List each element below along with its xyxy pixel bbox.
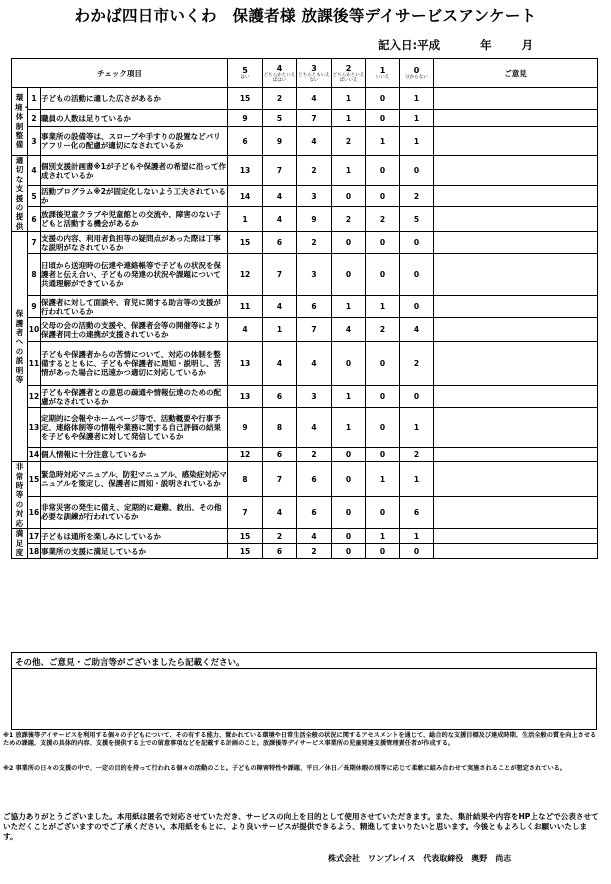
response-count: 4 xyxy=(297,342,332,386)
response-count: 7 xyxy=(297,110,332,127)
response-count: 4 xyxy=(400,318,434,342)
check-item-text: 支援の内容、利用者負担等の疑問点があった際は丁寧な説明がなされているか xyxy=(41,232,228,254)
response-count: 7 xyxy=(263,254,297,296)
response-count: 9 xyxy=(228,408,263,448)
response-count: 0 xyxy=(332,544,366,559)
response-count: 6 xyxy=(263,386,297,408)
footnote-2: ※2 事業所の日々の支援の中で、一定の目的を持って行われる個々の活動のこと。子どもの障害特性や課題、平日／休日／長期休暇の別等に応じて柔軟に組み合わせて実施されることが想定されている。 xyxy=(3,765,567,772)
response-count: 0 xyxy=(366,544,400,559)
table-row xyxy=(12,186,598,207)
response-count: 7 xyxy=(297,318,332,342)
entry-date-month: 月 xyxy=(521,38,534,52)
table-row xyxy=(12,544,598,559)
response-count: 2 xyxy=(332,127,366,156)
table-row xyxy=(12,110,598,127)
table-row xyxy=(12,462,598,497)
comment-cell[interactable] xyxy=(434,88,598,110)
response-count: 0 xyxy=(332,342,366,386)
response-count: 13 xyxy=(228,386,263,408)
response-count: 3 xyxy=(297,186,332,207)
category-label: 環境・体制整備 xyxy=(12,88,28,156)
comment-cell[interactable] xyxy=(434,156,598,186)
item-number: 12 xyxy=(28,386,41,408)
table-row xyxy=(12,127,598,156)
comments-box[interactable] xyxy=(11,652,597,730)
response-count: 1 xyxy=(228,207,263,232)
response-count: 0 xyxy=(366,186,400,207)
response-count: 6 xyxy=(228,127,263,156)
check-item-text: 子どもや保護者からの苦情について、対応の体制を整備するとともに、子どもや保護者に周知・説明し、苦情があった場合に迅速かつ適切に対応しているか xyxy=(41,342,228,386)
response-count: 0 xyxy=(332,529,366,544)
response-count: 4 xyxy=(297,88,332,110)
scale-header-2: 2 どちらかといえばいいえ xyxy=(332,59,366,88)
item-number: 18 xyxy=(28,544,41,559)
comment-cell[interactable] xyxy=(434,496,598,528)
response-count: 0 xyxy=(366,448,400,462)
comment-cell[interactable] xyxy=(434,386,598,408)
scale-header-1: 1 いいえ xyxy=(366,59,400,88)
response-count: 8 xyxy=(263,408,297,448)
footnote-1: ※1 放課後等デイサービスを利用する個々の子どもについて、その有する能力、置かれている環境や日常生活全般の状況に関するアセスメントを通じて、総合的な支援目標及び達成時期、生活全般の質を向上させるための課題、支援の具体的内容、支援を提供する上での留意事項などを記載する計画のこと。放課後等デイサービス事業所の児童発達支援管理責任者が作成する。 xyxy=(3,732,597,747)
scale-header-3: 3 どちらともいえない xyxy=(297,59,332,88)
comment-cell[interactable] xyxy=(434,254,598,296)
item-number: 5 xyxy=(28,186,41,207)
company-signature: 株式会社 ワンプレイス 代表取締役 奥野 尚志 xyxy=(328,854,512,863)
response-count: 0 xyxy=(400,254,434,296)
response-count: 0 xyxy=(400,386,434,408)
comment-cell[interactable] xyxy=(434,127,598,156)
response-count: 4 xyxy=(263,296,297,318)
comment-cell[interactable] xyxy=(434,462,598,497)
response-count: 5 xyxy=(263,110,297,127)
response-count: 13 xyxy=(228,156,263,186)
comments-label: その他、ご意見・ご助言等がございましたら記載ください。 xyxy=(12,653,596,669)
response-count: 13 xyxy=(228,342,263,386)
check-item-text: 職員の人数は足りているか xyxy=(41,110,228,127)
response-count: 1 xyxy=(366,127,400,156)
response-count: 0 xyxy=(366,254,400,296)
response-count: 9 xyxy=(228,110,263,127)
comment-cell[interactable] xyxy=(434,408,598,448)
response-count: 0 xyxy=(366,156,400,186)
response-count: 2 xyxy=(366,207,400,232)
response-count: 7 xyxy=(263,156,297,186)
response-count: 1 xyxy=(366,529,400,544)
item-number: 1 xyxy=(28,88,41,110)
check-item-text: 放課後児童クラブや児童館との交流や、障害のない子どもと活動する機会があるか xyxy=(41,207,228,232)
response-count: 14 xyxy=(228,186,263,207)
item-number: 4 xyxy=(28,156,41,186)
item-number: 14 xyxy=(28,448,41,462)
response-count: 2 xyxy=(366,318,400,342)
table-row xyxy=(12,529,598,544)
response-count: 0 xyxy=(332,496,366,528)
response-count: 1 xyxy=(400,529,434,544)
response-count: 4 xyxy=(263,342,297,386)
response-count: 4 xyxy=(297,529,332,544)
response-count: 1 xyxy=(400,408,434,448)
item-number: 2 xyxy=(28,110,41,127)
check-item-text: 父母の会の活動の支援や、保護者会等の開催等により保護者同士の連携が支援されているか xyxy=(41,318,228,342)
item-number: 9 xyxy=(28,296,41,318)
table-row xyxy=(12,254,598,296)
response-count: 1 xyxy=(332,88,366,110)
table-row xyxy=(12,232,598,254)
response-count: 3 xyxy=(297,254,332,296)
response-count: 4 xyxy=(263,496,297,528)
table-row xyxy=(12,156,598,186)
item-number: 16 xyxy=(28,496,41,528)
comment-cell[interactable] xyxy=(434,186,598,207)
response-count: 1 xyxy=(332,156,366,186)
response-count: 2 xyxy=(332,207,366,232)
check-item-text: 保護者に対して面談や、育児に関する助言等の支援が行われているか xyxy=(41,296,228,318)
response-count: 7 xyxy=(263,462,297,497)
table-row xyxy=(12,318,598,342)
response-count: 2 xyxy=(297,156,332,186)
response-count: 15 xyxy=(228,232,263,254)
closing-message: ご協力ありがとうございました。本用紙は匿名で対応させていただき、サービスの向上を目的として使用させていただきます。また、集計結果や内容をHP上などで公表させていただくことがございますのでご了承ください。本用紙をもとに、より良いサービスが提供できるよう、精進してまいりたいと思います。今後ともよろしくお願いいたします。 xyxy=(3,812,599,841)
response-count: 0 xyxy=(332,462,366,497)
item-number: 3 xyxy=(28,127,41,156)
check-item-text: 個別支援計画書※1が子どもや保護者の希望に沿って作成されているか xyxy=(41,156,228,186)
table-header-row xyxy=(12,59,598,88)
response-count: 15 xyxy=(228,88,263,110)
table-row xyxy=(12,386,598,408)
response-count: 1 xyxy=(332,110,366,127)
check-item-text: 非常災害の発生に備え、定期的に避難、救出、その他必要な訓練が行われているか xyxy=(41,496,228,528)
comment-header: ご意見 xyxy=(434,59,598,88)
check-item-text: 子どもや保護者との意思の疎通や情報伝達のための配慮がなされているか xyxy=(41,386,228,408)
check-item-text: 個人情報に十分注意しているか xyxy=(41,448,228,462)
response-count: 4 xyxy=(263,207,297,232)
check-item-text: 定期的に会報やホームページ等で、活動概要や行事予定、連絡体制等の情報や業務に関する自己評価の結果を子どもや保護者に対して発信しているか xyxy=(41,408,228,448)
check-item-text: 事業所の設備等は、スロープや手すりの設置などバリアフリー化の配慮が適切になされているか xyxy=(41,127,228,156)
response-count: 4 xyxy=(228,318,263,342)
table-row xyxy=(12,496,598,528)
response-count: 6 xyxy=(297,496,332,528)
comment-cell[interactable] xyxy=(434,207,598,232)
item-number: 7 xyxy=(28,232,41,254)
response-count: 0 xyxy=(366,342,400,386)
response-count: 1 xyxy=(332,386,366,408)
response-count: 3 xyxy=(297,386,332,408)
table-row xyxy=(12,88,598,110)
check-item-text: 活動プログラム※2が固定化しないよう工夫されているか xyxy=(41,187,226,206)
response-count: 4 xyxy=(263,186,297,207)
check-item-text: 事業所の支援に満足しているか xyxy=(41,544,228,559)
response-count: 1 xyxy=(400,462,434,497)
response-count: 2 xyxy=(297,448,332,462)
response-count: 0 xyxy=(332,254,366,296)
response-count: 0 xyxy=(400,544,434,559)
response-count: 1 xyxy=(400,110,434,127)
response-count: 9 xyxy=(263,127,297,156)
scale-header-4: 4 どちらかといえばはい xyxy=(263,59,297,88)
check-item-header: チェック項目 xyxy=(12,59,228,88)
item-number: 15 xyxy=(28,462,41,497)
table-row xyxy=(12,296,598,318)
response-count: 9 xyxy=(297,207,332,232)
check-item-text: 子どもは通所を楽しみにしているか xyxy=(41,529,228,544)
response-count: 0 xyxy=(400,296,434,318)
response-count: 2 xyxy=(297,544,332,559)
comment-cell[interactable] xyxy=(434,232,598,254)
table-row xyxy=(12,448,598,462)
response-count: 2 xyxy=(400,186,434,207)
table-row xyxy=(12,207,598,232)
category-label: 保護者への説明等 xyxy=(12,232,28,462)
response-count: 15 xyxy=(228,544,263,559)
response-count: 0 xyxy=(332,448,366,462)
survey-title: わかば四日市いくわ 保護者様 放課後等デイサービスアンケート xyxy=(74,7,537,25)
response-count: 0 xyxy=(400,156,434,186)
response-count: 4 xyxy=(332,318,366,342)
item-number: 17 xyxy=(28,529,41,544)
response-count: 6 xyxy=(297,462,332,497)
comment-cell[interactable] xyxy=(434,342,598,386)
response-count: 6 xyxy=(263,232,297,254)
response-count: 2 xyxy=(263,529,297,544)
response-count: 6 xyxy=(263,448,297,462)
comment-cell[interactable] xyxy=(434,529,598,544)
response-count: 2 xyxy=(263,88,297,110)
scale-header-0: 0 分からない xyxy=(400,59,434,88)
check-item-text: 子どもの活動に適した広さがあるか xyxy=(41,88,228,110)
response-count: 4 xyxy=(297,127,332,156)
response-count: 7 xyxy=(228,496,263,528)
item-number: 8 xyxy=(28,254,41,296)
response-count: 12 xyxy=(228,254,263,296)
table-row xyxy=(12,342,598,386)
response-count: 11 xyxy=(228,296,263,318)
item-number: 13 xyxy=(28,408,41,448)
scale-header-5: 5 はい xyxy=(228,59,263,88)
category-label: 非常時等の対応 xyxy=(12,462,28,529)
response-count: 6 xyxy=(263,544,297,559)
response-count: 0 xyxy=(332,186,366,207)
response-count: 1 xyxy=(332,296,366,318)
response-count: 6 xyxy=(297,296,332,318)
response-count: 6 xyxy=(400,496,434,528)
response-count: 0 xyxy=(366,88,400,110)
check-item-text: 日頃から送迎時の伝達や連絡帳等で子どもの状況を保護者と伝え合い、子どもの発達の状況や課題について共通理解ができているか xyxy=(41,254,228,296)
response-count: 1 xyxy=(332,408,366,448)
entry-date-label: 記入日:平成 xyxy=(378,38,441,52)
response-count: 1 xyxy=(400,127,434,156)
response-count: 4 xyxy=(297,408,332,448)
response-count: 0 xyxy=(366,386,400,408)
comment-cell[interactable] xyxy=(434,110,598,127)
check-item-text: 緊急時対応マニュアル、防犯マニュアル、感染症対応マニュアルを策定し、保護者に周知・説明されているか xyxy=(41,462,228,497)
response-count: 0 xyxy=(366,232,400,254)
response-count: 2 xyxy=(400,342,434,386)
item-number: 11 xyxy=(28,342,41,386)
response-count: 1 xyxy=(400,88,434,110)
comment-cell[interactable] xyxy=(434,448,598,462)
comment-cell[interactable] xyxy=(434,318,598,342)
category-label: 適切な支援の提供 xyxy=(12,156,28,232)
response-count: 5 xyxy=(400,207,434,232)
comment-cell[interactable] xyxy=(434,544,598,559)
response-count: 1 xyxy=(366,296,400,318)
response-count: 2 xyxy=(297,232,332,254)
response-count: 0 xyxy=(366,408,400,448)
response-count: 0 xyxy=(366,496,400,528)
entry-date xyxy=(378,37,533,53)
response-count: 12 xyxy=(228,448,263,462)
response-count: 0 xyxy=(332,232,366,254)
item-number: 6 xyxy=(28,207,41,232)
category-label: 満足度 xyxy=(12,529,28,559)
response-count: 0 xyxy=(400,232,434,254)
response-count: 8 xyxy=(228,462,263,497)
item-number: 10 xyxy=(28,318,41,342)
response-count: 2 xyxy=(400,448,434,462)
response-count: 1 xyxy=(263,318,297,342)
table-row xyxy=(12,408,598,448)
response-count: 1 xyxy=(366,462,400,497)
comment-cell[interactable] xyxy=(434,296,598,318)
survey-table xyxy=(11,58,598,559)
response-count: 0 xyxy=(366,110,400,127)
entry-date-year: 年 xyxy=(480,38,492,52)
response-count: 15 xyxy=(228,529,263,544)
